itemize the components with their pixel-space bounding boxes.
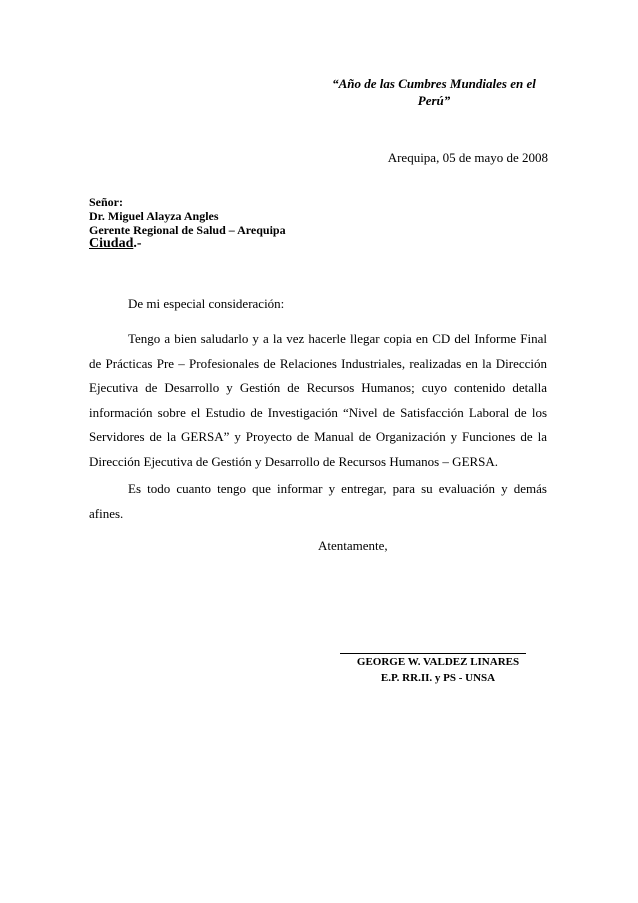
greeting: De mi especial consideración:: [128, 296, 285, 311]
recipient-city: [89, 237, 286, 251]
year-motto-line2: Perú”: [417, 93, 451, 108]
year-motto-line1: “Año de las Cumbres Mundiales en el: [332, 76, 536, 91]
closing: Atentamente,: [318, 538, 388, 553]
body-paragraph-1: Tengo a bien saludarlo y a la vez hacerle llegar copia en CD del Informe Final de Prácticas Pre – Profesionales de Relaciones Industriales, realizadas en la Dirección Ejecutiva de Desarrollo y Gestión de Recursos Humanos; cuyo contenido detalla información sobre el Estudio de Investigación “Nivel de Satisfacción Laboral de los Servidores de la GERSA” y Proyecto de Manual de Organización y Funciones de la Dirección Ejecutiva de Gestión y Desarrollo de Recursos Humanos – GERSA.: [89, 331, 547, 469]
signatory-name: GEORGE W. VALDEZ LINARES: [356, 656, 520, 668]
recipient-block: [89, 195, 286, 251]
signature-line: [340, 653, 526, 654]
body-paragraph-2: Es todo cuanto tengo que informar y entregar, para su evaluación y demás afines.: [89, 481, 547, 521]
recipient-salutation-title: Señor:: [89, 195, 123, 209]
recipient-position: Gerente Regional de Salud – Arequipa: [89, 223, 286, 237]
letter-date: Arequipa, 05 de mayo de 2008: [387, 150, 548, 165]
recipient-city-name: Ciudad: [89, 236, 134, 251]
signatory-title: E.P. RR.II. y PS - UNSA: [380, 672, 496, 684]
recipient-name: Dr. Miguel Alayza Angles: [89, 209, 219, 223]
recipient-city-suffix: .-: [133, 236, 142, 251]
year-motto: [316, 75, 552, 109]
